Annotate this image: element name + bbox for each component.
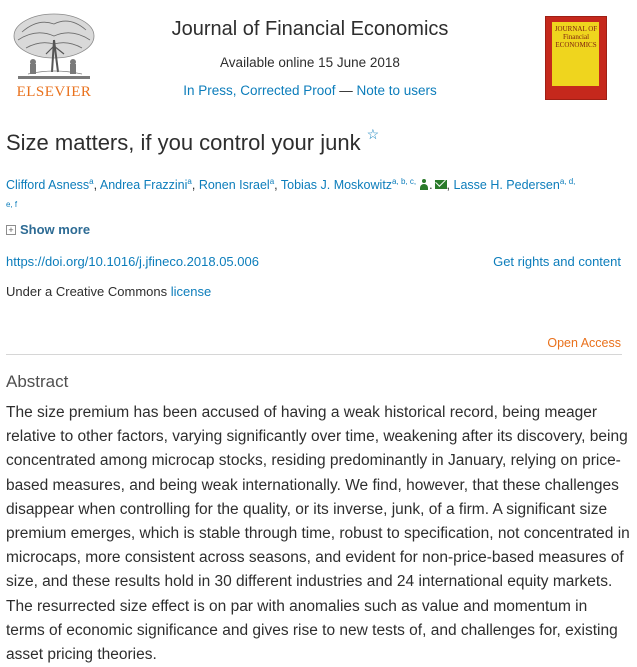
license-link[interactable]: license bbox=[170, 284, 212, 299]
author-link[interactable]: Ronen Israel bbox=[198, 178, 270, 193]
author-separator: , bbox=[274, 178, 281, 193]
elsevier-logo[interactable] bbox=[8, 10, 100, 102]
author-separator: , bbox=[446, 178, 454, 193]
author-affiliation: a bbox=[187, 177, 192, 186]
author-link[interactable]: Tobias J. Moskowitz bbox=[280, 178, 393, 193]
note-to-users-link[interactable]: Note to users bbox=[356, 83, 437, 98]
journal-title[interactable] bbox=[110, 18, 510, 41]
author-affiliation: a bbox=[269, 177, 275, 186]
author-link[interactable]: Andrea Frazzini bbox=[99, 178, 188, 193]
publisher-wordmark: ELSEVIER bbox=[16, 84, 92, 100]
article-title-text: Size matters, if you control your junk bbox=[6, 130, 361, 155]
abstract-heading: Abstract bbox=[6, 372, 69, 391]
article-title bbox=[6, 126, 380, 156]
author-link[interactable]: Lasse H. Pedersen bbox=[453, 178, 560, 193]
cover-panel bbox=[552, 22, 599, 86]
available-online: Available online 15 June 2018 bbox=[220, 55, 400, 70]
contact-separator: . bbox=[429, 178, 433, 193]
author-separator: , bbox=[93, 178, 100, 193]
journal-header bbox=[0, 0, 637, 110]
star-icon[interactable]: ☆ bbox=[366, 126, 380, 142]
person-icon[interactable] bbox=[419, 179, 429, 190]
author-affiliation-wrap: e, f bbox=[6, 200, 18, 210]
author-link[interactable]: Clifford Asness bbox=[6, 178, 90, 193]
journal-title-text[interactable]: Journal of Financial Economics bbox=[171, 18, 449, 40]
author-affiliation: a, d, bbox=[559, 177, 576, 186]
rights-link[interactable]: Get rights and content bbox=[493, 254, 621, 269]
author-affiliation: a, b, c, bbox=[392, 177, 417, 186]
in-press-link[interactable]: In Press, Corrected Proof bbox=[183, 83, 336, 98]
mail-icon[interactable] bbox=[435, 180, 447, 189]
open-access-badge: Open Access bbox=[547, 336, 621, 350]
divider bbox=[6, 354, 622, 355]
article-status bbox=[110, 83, 510, 98]
author-list bbox=[6, 172, 632, 219]
show-more-label: Show more bbox=[20, 222, 91, 237]
doi-link[interactable]: https://doi.org/10.1016/j.jfineco.2018.05.006 bbox=[6, 254, 259, 269]
tree-logo-icon bbox=[8, 10, 100, 84]
license-line bbox=[6, 284, 211, 299]
abstract-text: The size premium has been accused of having a weak historical record, being meager relative to other factors, varying significantly over time, weakening after its discovery, being concentrated among microcap stocks, residing predominantly in January, relying on price-based measures, and being weak internationally. We find, however, that these challenges disappear when controlling for the quality, or its inverse, junk, of a firm. A significant size premium emerges, which is stable through time, robust to specification, not concentrated in microcaps, more consistent across seasons, and evident for non-price-based measures of size, and these results hold in 30 different industries and 24 international equity markets. The resurrected size effect is on par with anomalies such as value and momentum in terms of economic significance and gives rise to new tests of, and challenges for, existing asset pricing theories. bbox=[6, 404, 630, 664]
author-separator: , bbox=[191, 178, 199, 193]
show-more-button[interactable] bbox=[6, 222, 90, 237]
license-prefix: Under a Creative Commons bbox=[6, 284, 171, 299]
plus-icon: + bbox=[6, 225, 16, 235]
journal-cover-image[interactable] bbox=[545, 16, 607, 100]
cover-title: JOURNAL OF Financial ECONOMICS bbox=[554, 25, 598, 49]
status-separator: — bbox=[335, 83, 357, 98]
author-affiliation: a bbox=[89, 177, 94, 186]
